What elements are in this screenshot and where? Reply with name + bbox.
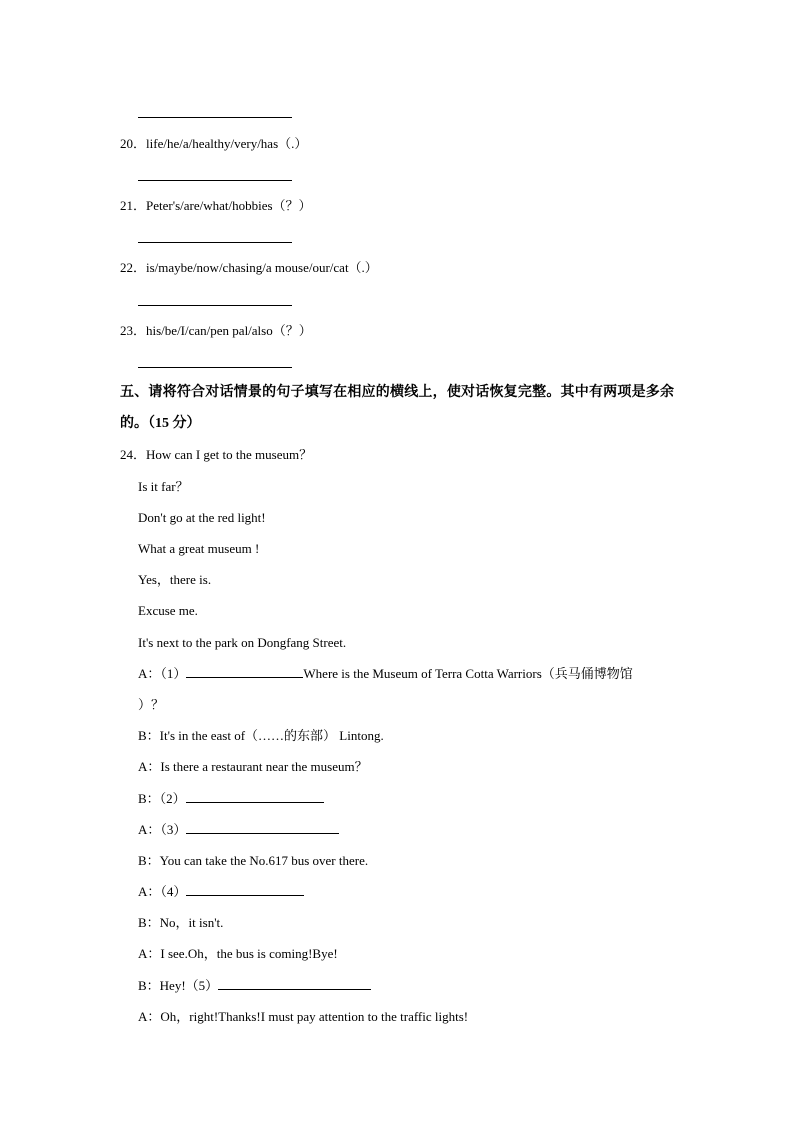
answer-blank	[138, 242, 292, 243]
dialogue-line-1	[120, 658, 700, 689]
question-text: his/be/I/can/pen pal/also（？）	[146, 322, 312, 338]
dialogue-line-9	[120, 938, 700, 969]
question-number: 24．	[120, 447, 147, 463]
answer-line	[120, 346, 700, 377]
dialogue-line-7	[120, 876, 700, 907]
blank-number: （3）	[160, 821, 187, 837]
option-item: Yes，there is.	[138, 572, 212, 588]
dialogue-text: Oh，right!Thanks!I must pay attention to the traffic lights!	[160, 1008, 469, 1024]
dialogue-text: You can take the No.617 bus over there.	[159, 852, 369, 868]
section-heading-cont	[120, 408, 700, 439]
dialogue-line-3	[120, 751, 700, 782]
dialogue-line-11	[120, 1001, 700, 1032]
question-24	[120, 439, 700, 470]
speaker-label: A：	[138, 821, 161, 837]
question-text: is/maybe/now/chasing/a mouse/our/cat（.）	[146, 260, 378, 276]
blank-number: Hey!（5）	[159, 977, 219, 993]
answer-line	[120, 221, 700, 252]
option-item: Is it far？	[138, 478, 189, 494]
answer-blank	[138, 305, 292, 306]
blank-number: （2）	[159, 790, 186, 806]
answer-blank	[138, 180, 292, 181]
question-number: 23．	[120, 322, 147, 338]
option-item: Don't go at the red light!	[138, 509, 266, 525]
answer-blank-4	[186, 883, 304, 896]
speaker-label: B：	[138, 852, 160, 868]
question-number: 21．	[120, 197, 147, 213]
option-item: What a great museum !	[138, 541, 260, 557]
blank-number: （1）	[160, 665, 187, 681]
question-text: Peter's/are/what/hobbies（？）	[146, 197, 312, 213]
question-number: 20．	[120, 135, 147, 151]
question-20	[120, 128, 700, 159]
dialogue-line-5	[120, 814, 700, 845]
answer-blank-2	[186, 790, 324, 803]
option-item: It's next to the park on Dongfang Street.	[138, 634, 347, 650]
dialogue-text: Is there a restaurant near the museum？	[160, 759, 368, 775]
dialogue-line-10	[120, 970, 700, 1001]
speaker-label: B：	[138, 790, 160, 806]
section-heading-line2: 的。（15 分）	[120, 416, 201, 432]
answer-blank-5	[218, 977, 371, 990]
speaker-label: A：	[138, 946, 161, 962]
speaker-label: B：	[138, 728, 160, 744]
page-content	[120, 96, 700, 1032]
dialogue-text: It's in the east of（……的东部） Lintong.	[159, 728, 384, 744]
question-text: life/he/a/healthy/very/has（.）	[146, 135, 308, 151]
question-text: How can I get to the museum？	[146, 447, 313, 463]
section-heading-line1: 五、请将符合对话情景的句子填写在相应的横线上，使对话恢复完整。其中有两项是多余	[120, 385, 674, 401]
answer-blank-3	[186, 821, 339, 834]
speaker-label: B：	[138, 915, 160, 931]
dialogue-text: I see.Oh，the bus is coming!Bye!	[160, 946, 338, 962]
section-heading	[120, 377, 700, 408]
dialogue-line-8	[120, 907, 700, 938]
speaker-label: A：	[138, 884, 161, 900]
option-item: Excuse me.	[138, 603, 198, 619]
speaker-label: A：	[138, 759, 161, 775]
dialogue-line-1-cont: ）？	[138, 696, 165, 712]
speaker-label: A：	[138, 1008, 161, 1024]
answer-line	[120, 159, 700, 190]
dialogue-text: Where is the Museum of Terra Cotta Warriors（兵马俑博物馆	[303, 665, 633, 681]
question-21	[120, 190, 700, 221]
question-23	[120, 315, 700, 346]
answer-line	[120, 96, 700, 127]
answer-line	[120, 284, 700, 315]
question-22	[120, 252, 700, 283]
speaker-label: B：	[138, 977, 160, 993]
speaker-label: A：	[138, 665, 161, 681]
dialogue-line-2	[120, 720, 700, 751]
answer-blank-1	[186, 665, 303, 678]
dialogue-line-4	[120, 783, 700, 814]
answer-blank	[138, 367, 292, 368]
blank-number: （4）	[160, 884, 187, 900]
question-number: 22．	[120, 260, 147, 276]
answer-blank	[138, 117, 292, 118]
dialogue-line-6	[120, 845, 700, 876]
dialogue-text: No，it isn't.	[159, 915, 224, 931]
